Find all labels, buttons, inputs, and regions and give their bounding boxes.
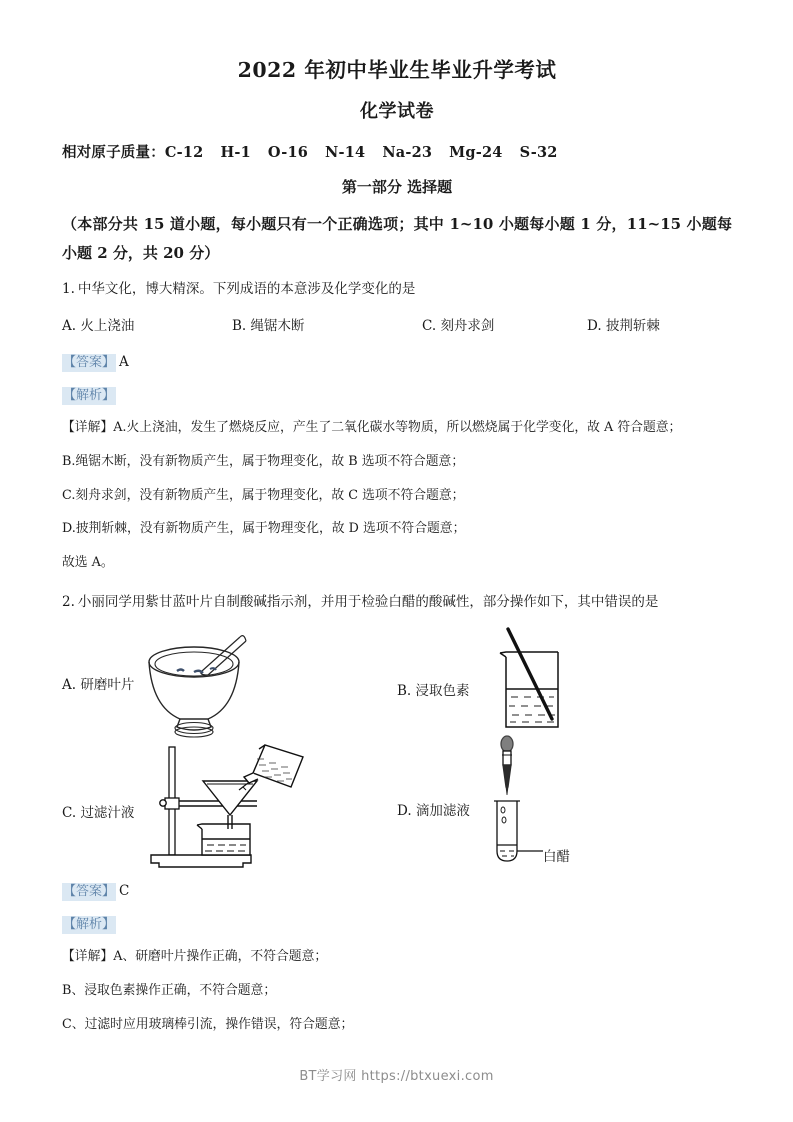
option-d-text: 滴加滤液 (415, 803, 470, 820)
option-a-key: A. (62, 677, 77, 694)
section-note: （本部分共 15 道小题，每小题只有一个正确选项；其中 1~10 小题每小题 1 分，11~15 小题每小题 2 分，共 20 分） (62, 215, 732, 263)
atomic-mass-n: N-14 (325, 144, 366, 162)
atomic-mass-c: C-12 (164, 144, 204, 162)
answer-tag: 【答案】 (63, 355, 116, 371)
question-2-detail-1: B、浸取色素操作正确，不符合题意； (62, 983, 277, 999)
page-title: 2022 年初中毕业生毕业升学考试 (237, 58, 557, 82)
option-c-text: 刻舟求剑 (440, 318, 495, 335)
filtration-apparatus-icon (147, 743, 307, 873)
option-d-key: D. (587, 318, 602, 335)
detail-tag: 【详解】 (62, 949, 114, 965)
detail-text: A、研磨叶片操作正确，不符合题意； (113, 949, 328, 965)
mortar-and-pestle-icon (132, 627, 267, 743)
question-2-analysis-line (62, 915, 732, 935)
question-1-detail-3: D.披荆斩棘，没有新物质产生，属于物理变化，故 D 选项不符合题意； (62, 521, 466, 537)
atomic-mass-na: Na-23 (382, 144, 433, 162)
question-1-answer-line (62, 352, 732, 373)
question-1-stem (62, 279, 732, 301)
question-2-option-a[interactable] (62, 627, 392, 743)
question-2-detail-0 (62, 947, 732, 968)
atomic-mass-o: O-16 (267, 144, 309, 162)
question-2-stem (62, 592, 732, 614)
option-a-text: 火上浇油 (80, 318, 135, 335)
relative-atomic-mass-line (62, 141, 732, 162)
question-2-answer-value: C (119, 883, 130, 900)
detail-text: A.火上浇油，发生了燃烧反应，产生了二氧化碳水等物质，所以燃烧属于化学变化，故 A 符合题意； (113, 420, 682, 436)
answer-tag: 【答案】 (63, 884, 116, 900)
question-2-option-c[interactable] (62, 745, 392, 861)
option-b-label (397, 679, 470, 699)
relative-atomic-mass-label: 相对原子质量： (62, 144, 165, 162)
option-d-key: D. (397, 803, 412, 820)
option-b-key: B. (232, 318, 247, 335)
question-2-option-d[interactable] (397, 745, 727, 866)
atomic-mass-mg: Mg-24 (449, 144, 503, 162)
question-2-text: 小丽同学用紫甘蓝叶片自制酸碱指示剂，并用于检验白醋的酸碱性，部分操作如下，其中错误的是 (77, 593, 659, 610)
page-subtitle: 化学试卷 (360, 100, 434, 122)
option-a-text: 研磨叶片 (80, 677, 135, 694)
question-1-answer-value: A (119, 354, 129, 371)
question-2-figure-options (62, 627, 732, 875)
option-c-label (62, 801, 134, 821)
question-1-analysis-line (62, 386, 732, 406)
option-c-key: C. (422, 318, 437, 335)
detail-tag: 【详解】 (62, 420, 114, 436)
question-1-option-a[interactable] (62, 314, 134, 334)
question-1-number: 1. (62, 280, 75, 297)
question-1-detail-0 (62, 418, 732, 439)
atomic-mass-s: S-32 (519, 144, 558, 162)
option-d-label (397, 799, 470, 819)
analysis-tag: 【解析】 (63, 916, 116, 932)
question-2-number: 2. (62, 593, 75, 610)
option-c-text: 过滤汁液 (80, 805, 135, 822)
option-b-text: 浸取色素 (415, 683, 470, 700)
question-1-detail-2: C.刻舟求剑，没有新物质产生，属于物理变化，故 C 选项不符合题意； (62, 487, 465, 503)
option-c-key: C. (62, 805, 77, 822)
question-1-option-c[interactable] (422, 314, 494, 334)
question-2-answer-line (62, 881, 732, 902)
option-a-key: A. (62, 318, 77, 335)
option-b-key: B. (397, 683, 412, 700)
footer-watermark: BT学习网 https://btxuexi.com (299, 1069, 494, 1084)
question-2-detail-2: C、过滤时应用玻璃棒引流，操作错误，符合题意； (62, 1016, 354, 1032)
question-1-text: 中华文化，博大精深。下列成语的本意涉及化学变化的是 (77, 280, 416, 297)
question-1-detail-1: B.绳锯木断，没有新物质产生，属于物理变化，故 B 选项不符合题意； (62, 453, 465, 469)
question-1-option-b[interactable] (232, 314, 305, 334)
question-1-options (62, 314, 732, 336)
analysis-tag: 【解析】 (63, 387, 116, 403)
figure-annotation-vinegar: 白醋 (543, 849, 570, 866)
option-d-text: 披荆斩棘 (605, 318, 660, 335)
atomic-mass-h: H-1 (220, 144, 251, 162)
beaker-with-glass-rod-icon (482, 627, 592, 743)
document-content (62, 58, 732, 1049)
question-1-detail-4: 故选 A。 (62, 555, 114, 571)
section-title: 第一部分 选择题 (341, 178, 453, 197)
option-a-label (62, 673, 134, 693)
question-1-option-d[interactable] (587, 314, 660, 334)
question-2-option-b[interactable] (397, 627, 727, 743)
option-b-text: 绳锯木断 (250, 318, 305, 335)
